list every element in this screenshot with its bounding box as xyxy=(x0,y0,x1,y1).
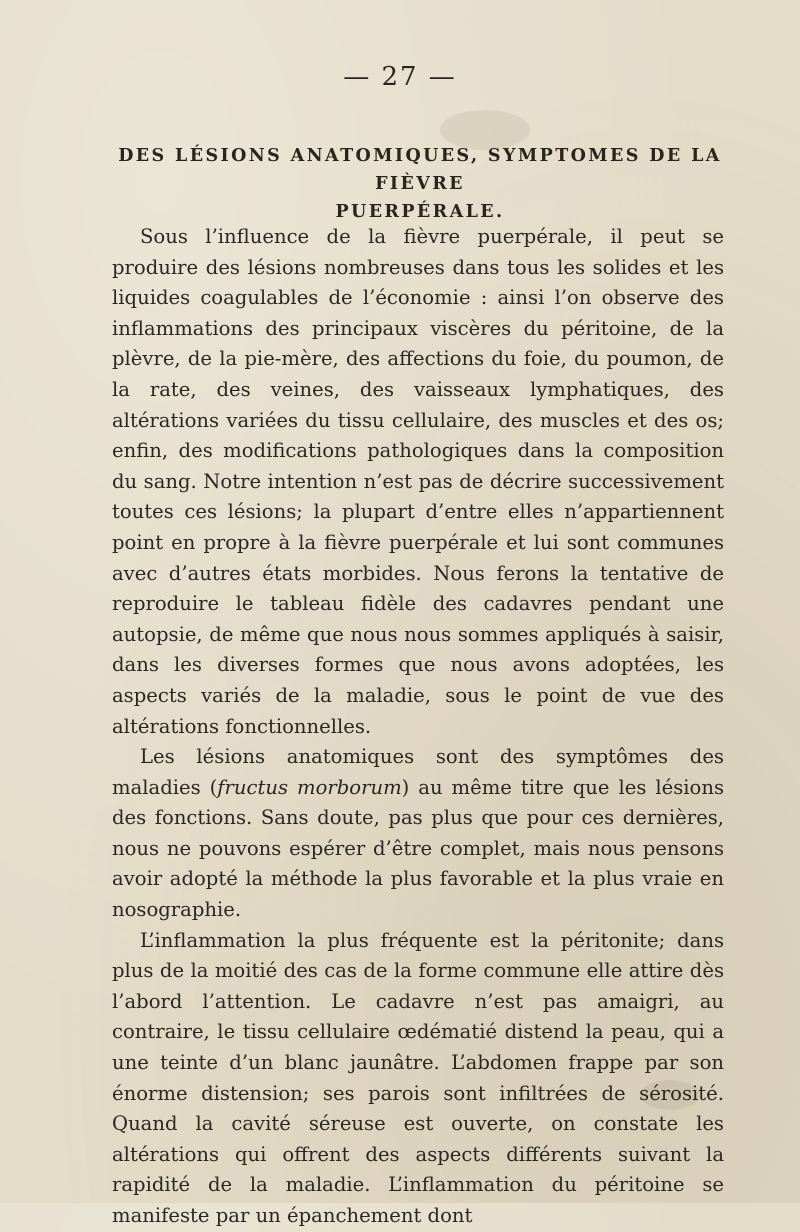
paragraph-2-end: ) au même titre que les lésions des fonctions. Sans doute, pas plus que pour ces dernières, nous ne pouvons espérer d’être complet, mais nous pensons avoir adopté la méthode la plus favorable et la plus vraie en nosographie. xyxy=(112,775,724,922)
section-heading-line-2: PUERPÉRALE. xyxy=(335,202,505,222)
latin-phrase: fructus morborum xyxy=(217,775,402,799)
paragraph-2-start: Les lésions anatomiques sont des symptômes des maladies ( xyxy=(112,745,724,799)
paragraph-3: L’inflammation la plus fréquente est la péritonite; dans plus de la moitié des cas de la forme commune elle attire dès l’abord l’attention. Le cadavre n’est pas amaigri, au contraire, le tissu cellulaire œdématié distend la peau, qui a une teinte d’un blanc jaunâtre. L’abdomen frappe par son énorme distension; ses parois sont infiltrées de sérosité. Quand la cavité séreuse est ouverte, on constate les altérations qui offrent des aspects différents suivant la rapidité de la maladie. L’inflammation du péritoine se manifeste par un épanchement dont xyxy=(112,928,724,1227)
paragraph-1: Sous l’influence de la fièvre puerpérale, il peut se produire des lésions nombreuses dans tous les solides et les liquides coagulables de l’économie : ainsi l’on observe des inflammations des principaux viscères du péritoine, de la plèvre, de la pie-mère, des affections du foie, du poumon, de la rate, des veines, des vaisseaux lymphatiques, des altérations variées du tissu cellulaire, des muscles et des os; enfin, des modifications pathologiques dans la composition du sang. Notre intention n’est pas de décrire successivement toutes ces lésions; la plupart d’entre elles n’appartiennent point en propre à la fièvre puerpérale et lui sont communes avec d’autres états morbides. Nous ferons la tentative de reproduire le tableau fidèle des cadavres pendant une autopsie, de même que nous nous sommes appliqués à saisir, dans les diverses formes que nous avons adoptées, les aspects variés de la maladie, sous le point de vue des altérations fonctionnelles. xyxy=(112,225,724,738)
section-heading-line-1: DES LÉSIONS ANATOMIQUES, SYMPTOMES DE LA FIÈVRE xyxy=(118,146,722,194)
body-text xyxy=(112,222,724,1232)
section-heading xyxy=(100,142,740,226)
paragraph-2 xyxy=(112,742,724,926)
page-number: — 27 — xyxy=(343,62,457,92)
